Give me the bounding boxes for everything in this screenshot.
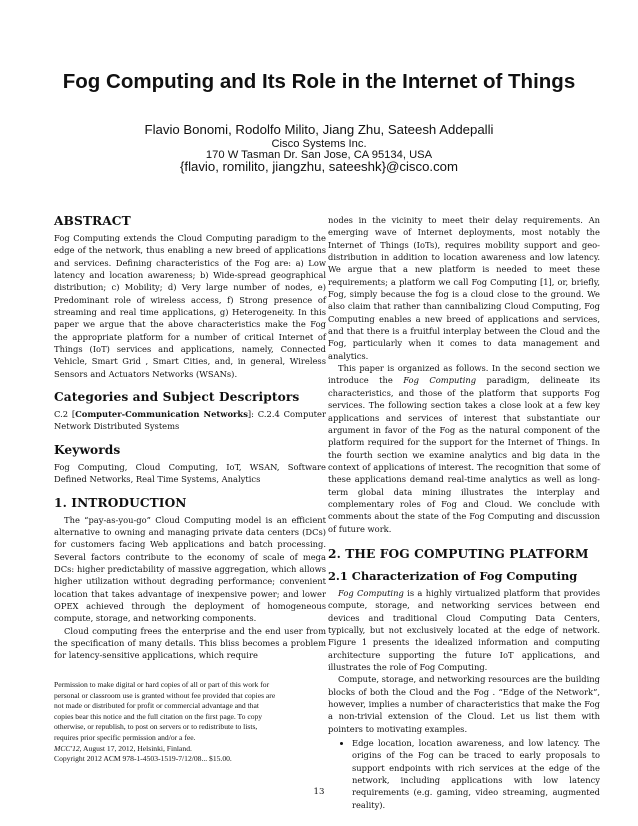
affiliation: Cisco Systems Inc. xyxy=(271,138,367,150)
abstract-text: Fog Computing extends the Cloud Computing paradigm to the edge of the network, thus enabling a new breed of applications and services. Defining characteristics of the Fog are: a) Low latency and location awareness; b) Wide-spread geographical distribution; c) Mobility; d) Very large number of nodes, e) Predominant role of wireless access, f) Strong presence of streaming and real time applications, g) Heterogeneity. In this paper we argue that the above characteristics make the Fog the appropriate platform for a number of critical Internet of Things (IoT) services and applications, namely, Connected Vehicle, Smart Grid , Smart Cities, and, in general, Wireless Sensors and Actuators Networks (WSANs). xyxy=(54,233,326,379)
paper-title: Fog Computing and Its Role in the Internet of Things xyxy=(62,70,576,93)
intro-continuation: nodes in the vicinity to meet their delay requirements. An emerging wave of Internet deployments, most notably the Internet of Things (IoTs), requires mobility support and geo-distribution in addition to location awareness and low latency. We argue that a new platform is needed to meet these requirements; a platform we call Fog Computing [1], or, briefly, Fog, simply because the fog is a cloud close to the ground. We also claim that rather than cannibalizing Cloud Computing, Fog Computing enables a new breed of applications and services, and that there is a fruitful interplay between the Cloud and the Fog, particularly when it comes to data management and analytics. xyxy=(328,215,600,361)
permission-line: copies bear this notice and the full citation on the first page. To copy xyxy=(54,711,263,721)
edge-network-paragraph: Compute, storage, and networking resources are the building blocks of both the Cloud and the Fog . “Edge of the Network”, however, implies a number of characteristics that make the Fog a non-trivial extension of the Cloud. Let us list them with pointers to motivating examples. xyxy=(328,674,600,734)
permission-line: personal or classroom use is granted without fee provided that copies are xyxy=(54,690,276,700)
categories-prefix: C.2 [ xyxy=(54,409,76,420)
outline-text-a: This paper is organized as follows. In the second section we introduce the xyxy=(328,363,600,386)
venue-line xyxy=(54,744,316,755)
permission-notice xyxy=(54,680,316,765)
intro-paragraph-2: Cloud computing frees the enterprise and the end user from the specification of many details. This bliss becomes a problem for latency-sensitive applications, which require xyxy=(54,625,326,661)
section-2-1-heading: 2.1 Characterization of Fog Computing xyxy=(328,568,578,583)
categories-bold: Computer-Communication Networks xyxy=(75,409,248,420)
intro-heading: 1. INTRODUCTION xyxy=(54,495,187,510)
fog-definition-text: is a highly virtualized platform that provides compute, storage, and networking services between end devices and traditional Cloud Computing Data Centers, typically, but not exclusively located at the edge of network. Figure 1 presents the idealized information and computing architecture supporting the future IoT applications, and illustrates the role of Fog Computing. xyxy=(328,587,600,672)
address: 170 W Tasman Dr. San Jose, CA 95134, USA xyxy=(205,149,433,161)
permission-line: not made or distributed for profit or commercial advantage and that xyxy=(54,701,259,711)
author-list: Flavio Bonomi, Rodolfo Milito, Jiang Zhu, Sateesh Addepalli xyxy=(144,122,494,137)
fog-definition-emphasis: Fog Computing xyxy=(338,587,404,598)
author-emails: {flavio, romilito, jiangzhu, sateeshk}@cisco.com xyxy=(180,159,458,174)
outline-text-b: paradigm, delineate its characteristics, and those of the platform that supports Fog services. The following section takes a close look at a few key applications and services of interest that substantiate our argument in favor of the Fog as the natural component of the platform required for the support for the Internet of Things. In the fourth section we examine analytics and big data in the context of applications of interest. The recognition that some of these applications demand real-time analytics as well as long-term global data mining illustrates the interplay and complementary roles of Fog and Cloud. We conclude with comments about the state of the Fog Computing and discussion of future work. xyxy=(328,375,600,534)
categories-suffix: ]: C.2.4 Computer Network Distributed Systems xyxy=(54,409,326,432)
keywords-heading: Keywords xyxy=(54,442,121,457)
intro-outline-paragraph xyxy=(328,362,600,535)
permission-line: otherwise, or republish, to post on servers or to redistribute to lists, xyxy=(54,722,258,732)
abstract-heading: ABSTRACT xyxy=(54,214,131,228)
permission-line: requires prior specific permission and/or a fee. xyxy=(54,732,196,742)
right-column xyxy=(328,214,600,811)
copyright-line: Copyright 2012 ACM 978-1-4503-1519-7/12/08... $15.00. xyxy=(54,754,232,764)
intro-paragraph-1: The “pay-as-you-go” Cloud Computing model is an efficient alternative to owning and managing private data centers (DCs) for customers facing Web applications and batch processing. Several factors contribute to the economy of scale of mega DCs: higher predictability of massive aggregation, which allows higher utilization without degrading performance; convenient location that takes advantage of inexpensive power; and lower OPEX achieved through the deployment of homogeneous compute, storage, and networking components. xyxy=(54,514,326,624)
left-column xyxy=(54,214,326,662)
outline-emphasis: Fog Computing xyxy=(403,375,477,386)
characteristics-list xyxy=(328,737,600,811)
venue-name: MCC'12, xyxy=(54,743,82,753)
fog-definition-paragraph xyxy=(328,587,600,673)
page-number: 13 xyxy=(313,787,325,797)
categories-heading: Categories and Subject Descriptors xyxy=(54,390,300,405)
keywords-text: Fog Computing, Cloud Computing, IoT, WSAN, Software Defined Networks, Real Time Systems, Analytics xyxy=(54,461,326,485)
categories-text xyxy=(54,408,326,433)
venue-details: August 17, 2012, Helsinki, Finland. xyxy=(81,743,192,753)
permission-line: Permission to make digital or hard copies of all or part of this work for xyxy=(54,680,270,689)
section-2-heading: 2. THE FOG COMPUTING PLATFORM xyxy=(328,546,589,561)
list-item: • Edge location, location awareness, and low latency. The origins of the Fog can be traced to early proposals to support endpoints with rich services at the edge of the network, including applications with low latency requirements (e.g. gaming, video streaming, augmented reality). xyxy=(352,737,600,811)
